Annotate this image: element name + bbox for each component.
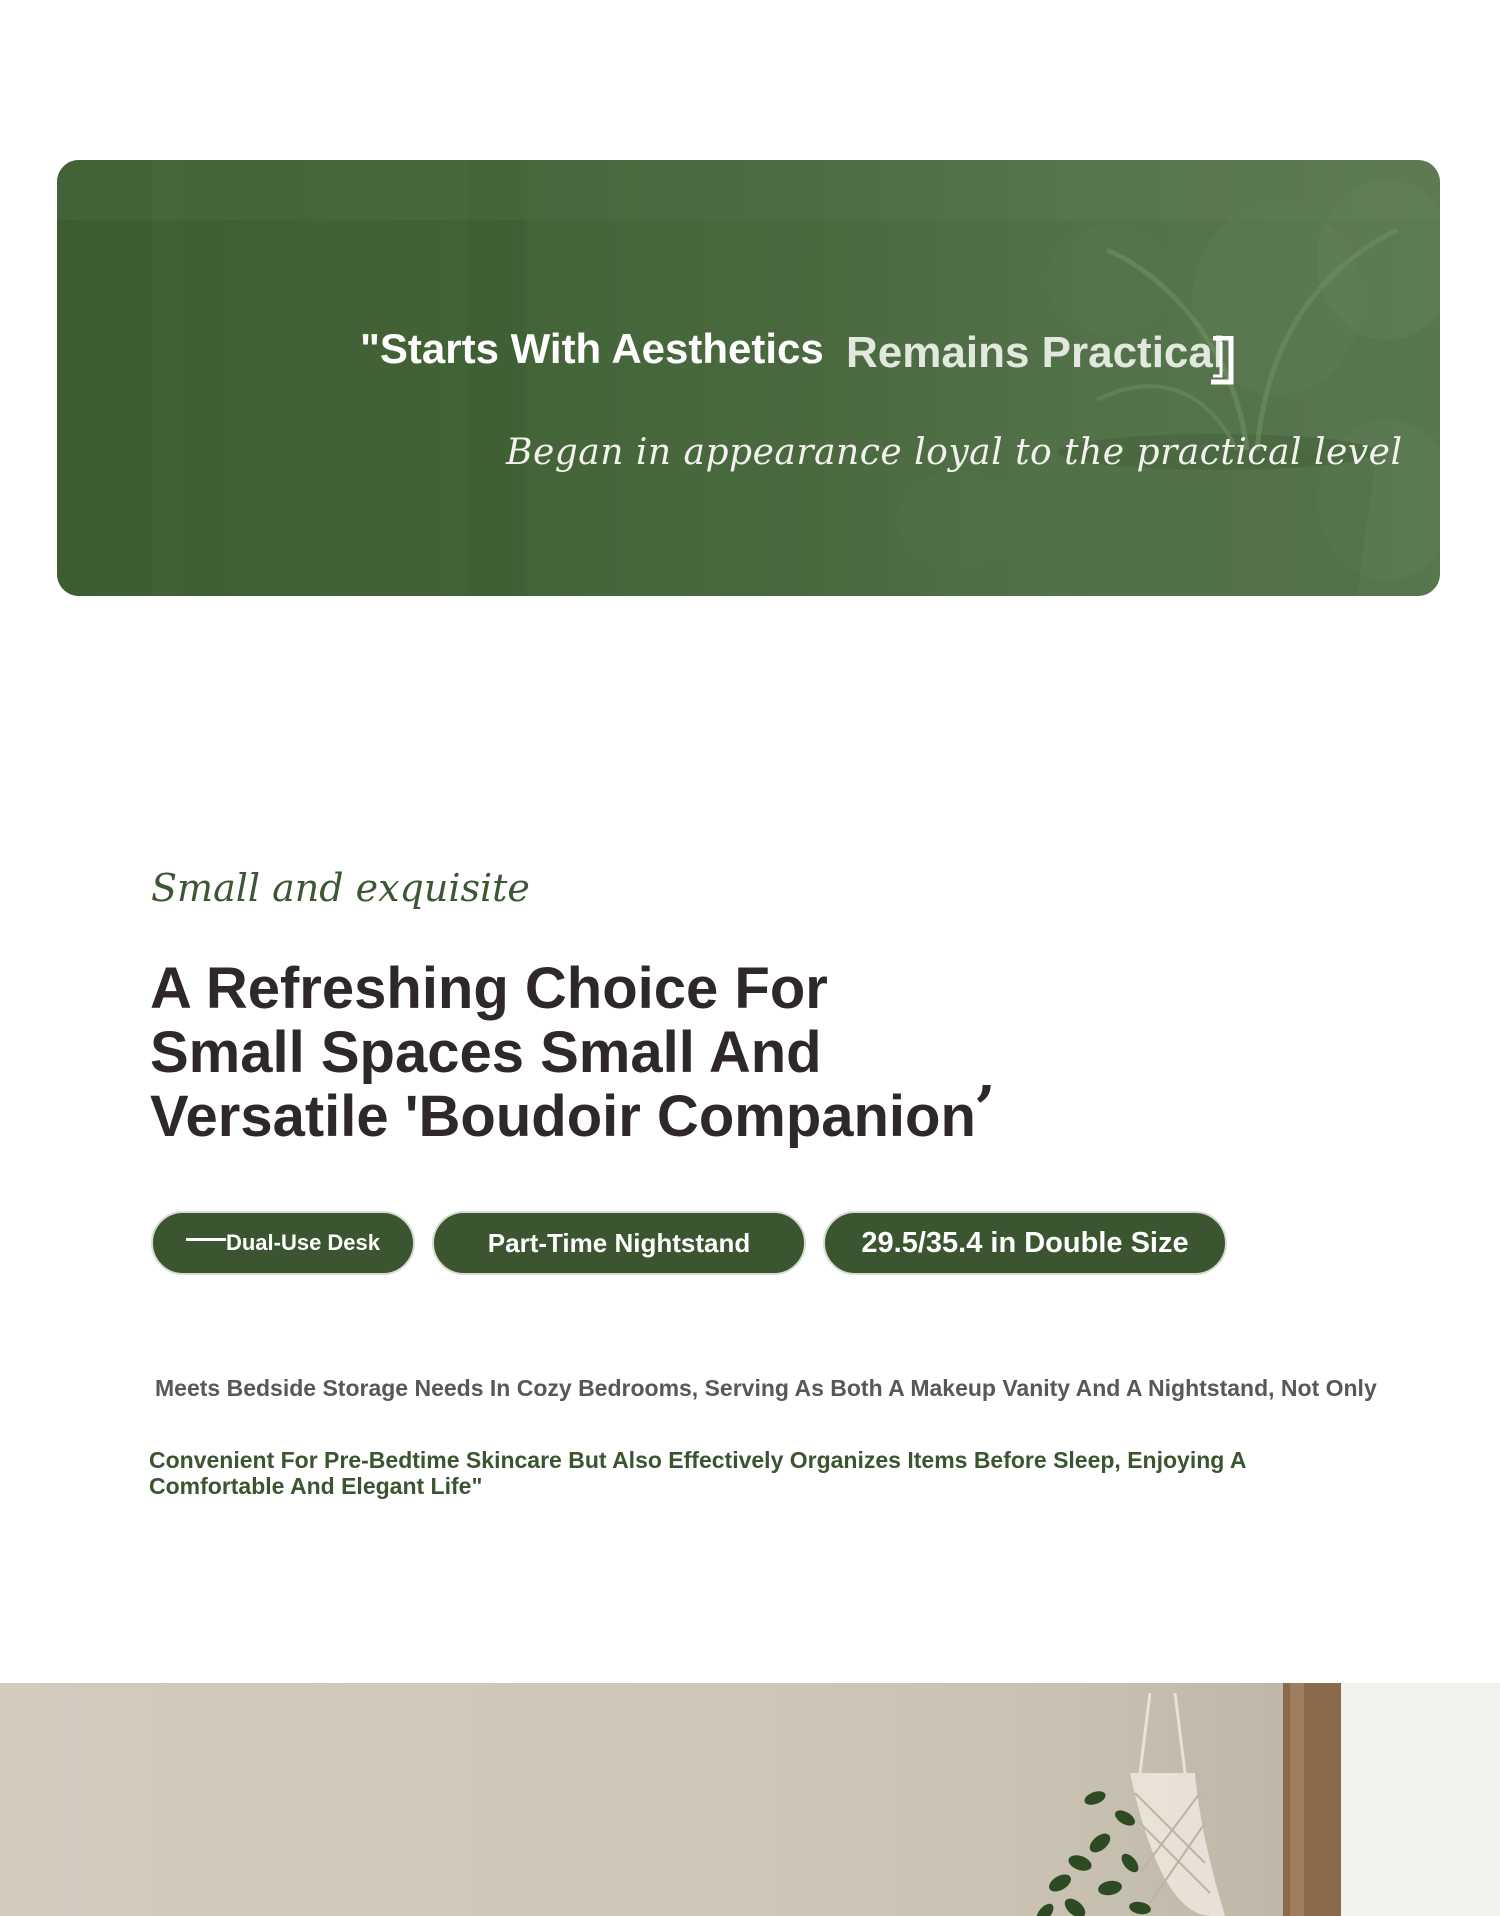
description-line-1: Meets Bedside Storage Needs In Cozy Bedrooms, Serving As Both A Makeup Vanity And A Nightstand, Not Only [155, 1375, 1377, 1401]
hero-banner [57, 160, 1440, 596]
bedroom-wall-plant-image [0, 1683, 1500, 1916]
closing-quote-mark: ’ [974, 1072, 996, 1145]
feature-pill-part-time-nightstand [432, 1211, 806, 1275]
hero-script-tagline: Began in appearance loyal to the practical level [506, 432, 1403, 473]
dash-icon [186, 1238, 226, 1241]
hero-headline-emphasis: Remains Practical [846, 328, 1226, 377]
closing-bracket-icon [1209, 336, 1239, 388]
section-script-label: Small and exquisite [151, 866, 530, 910]
hero-headline: "Starts With Aesthetics [360, 325, 824, 372]
pill-label: Dual-Use Desk [225, 1230, 381, 1255]
heading-line: A Refreshing Choice For [150, 956, 828, 1021]
feature-pill-dual-use-desk [151, 1211, 415, 1275]
section-heading [150, 957, 1050, 1149]
heading-line: Versatile 'Boudoir Companion [150, 1084, 976, 1149]
description-line-2: Convenient For Pre-Bedtime Skincare But Also Effectively Organizes Items Before Sleep, Enjoying A Comfortable And Elegant Life" [149, 1447, 1246, 1499]
feature-pill-double-size [823, 1211, 1227, 1275]
pill-label: Part-Time Nightstand [487, 1227, 751, 1258]
pill-label: 29.5/35.4 in Double Size [861, 1226, 1189, 1259]
heading-line: Small Spaces Small And [150, 1020, 822, 1085]
bedroom-photo [0, 1683, 1500, 1916]
